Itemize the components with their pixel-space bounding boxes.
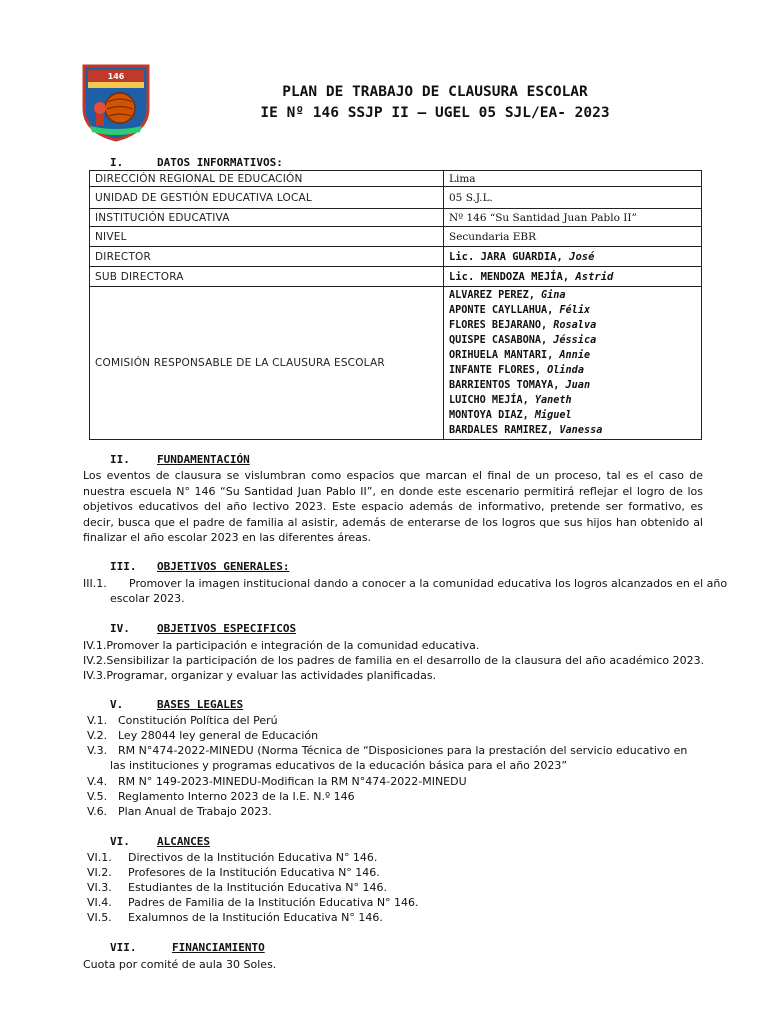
- table-value: Nº 146 “Su Santidad Juan Pablo II”: [444, 209, 702, 227]
- list-item-continued: las instituciones y programas educativos de la educación básica para el año 2023”: [110, 759, 568, 772]
- section-6-number: VI.: [110, 835, 130, 848]
- director-name: José: [562, 250, 595, 263]
- crest-number: 146: [107, 72, 125, 81]
- section-5-number: V.: [110, 698, 124, 711]
- section-2-title: FUNDAMENTACIÓN: [157, 453, 250, 466]
- section-6-heading: [110, 835, 210, 848]
- list-item: [83, 576, 728, 591]
- list-item: FLORES BEJARANO, Rosalva: [449, 319, 597, 331]
- table-value: Lima: [444, 171, 702, 187]
- list-item: ORIHUELA MANTARI, Annie: [449, 349, 591, 361]
- table-value: 05 S.J.L.: [444, 187, 702, 209]
- list-item: IV.3.Programar, organizar y evaluar las actividades planificadas.: [83, 669, 437, 682]
- list-item: VI.5. Exalumnos de la Institución Educativa N° 146.: [87, 911, 383, 924]
- section-2-heading: [110, 453, 250, 466]
- item-number: III.1.: [83, 577, 107, 590]
- list-item: LUICHO MEJÍA, Yaneth: [449, 395, 572, 407]
- table-key: DIRECCIÓN REGIONAL DE EDUCACIÓN: [90, 171, 444, 187]
- table-row: [90, 187, 702, 209]
- table-row: [90, 247, 702, 267]
- section-5-title: BASES LEGALES: [157, 698, 244, 711]
- table-row: [90, 227, 702, 247]
- list-item: V.6. Plan Anual de Trabajo 2023.: [87, 805, 272, 818]
- list-item: IV.1.Promover la participación e integración de la comunidad educativa.: [83, 639, 480, 652]
- section-4-title: OBJETIVOS ESPECIFICOS: [157, 622, 297, 635]
- list-item: IV.2.Sensibilizar la participación de los padres de familia en el desarrollo de la clausura del año académico 2023.: [83, 654, 705, 667]
- document-title: PLAN DE TRABAJO DE CLAUSURA ESCOLAR: [282, 84, 588, 100]
- list-item: VI.2. Profesores de la Institución Educativa N° 146.: [87, 866, 380, 879]
- list-item: INFANTE FLORES, Olinda: [449, 365, 584, 376]
- section-4-number: IV.: [110, 622, 130, 635]
- list-item: VI.4. Padres de Familia de la Institución Educativa N° 146.: [87, 896, 419, 909]
- list-item: V.5. Reglamento Interno 2023 de la I.E. N.º 146: [87, 790, 355, 803]
- item-text-continued: escolar 2023.: [110, 592, 185, 605]
- list-item: BARRIENTOS TOMAYA, Juan: [449, 380, 591, 392]
- list-item: APONTE CAYLLAHUA, Félix: [449, 304, 591, 316]
- table-row: [90, 209, 702, 227]
- list-item: VI.1. Directivos de la Institución Educativa N° 146.: [87, 851, 378, 864]
- section-3-number: III.: [110, 560, 137, 573]
- table-row: [90, 267, 702, 287]
- info-table: [89, 170, 702, 440]
- table-key: DIRECTOR: [90, 247, 444, 267]
- subdirector-surname: Lic. MENDOZA MEJÍA,: [449, 270, 570, 283]
- commission-list: [444, 287, 702, 440]
- section-4-heading: [110, 622, 297, 635]
- section-7-title: FINANCIAMIENTO: [172, 941, 265, 954]
- section-3-title: OBJETIVOS GENERALES:: [157, 560, 290, 573]
- section-5-heading: [110, 698, 244, 711]
- section-1-heading: [110, 156, 283, 169]
- section-3-heading: [110, 560, 290, 573]
- section-2-number: II.: [110, 453, 130, 466]
- table-key: COMISIÓN RESPONSABLE DE LA CLAUSURA ESCOLAR: [90, 287, 444, 440]
- document-subtitle: IE Nº 146 SSJP II – UGEL 05 SJL/EA- 2023: [260, 105, 610, 121]
- section-7-number: VII.: [110, 941, 137, 954]
- list-item: QUISPE CASABONA, Jéssica: [449, 334, 597, 346]
- list-item: V.2. Ley 28044 ley general de Educación: [87, 729, 319, 742]
- table-key: NIVEL: [90, 227, 444, 247]
- financing-text: Cuota por comité de aula 30 Soles.: [83, 958, 277, 971]
- section-1-number: I.: [110, 156, 124, 169]
- table-key: INSTITUCIÓN EDUCATIVA: [90, 209, 444, 227]
- table-value: [444, 267, 702, 287]
- section-1-title: DATOS INFORMATIVOS:: [157, 156, 283, 169]
- list-item: BARDALES RAMIREZ, Vanessa: [449, 425, 603, 437]
- table-row: [90, 171, 702, 187]
- list-item: ALVAREZ PEREZ, Gina: [449, 289, 566, 301]
- section-7-heading: [110, 941, 265, 954]
- item-text: Promover la imagen institucional dando a conocer a la comunidad educativa los logros alcanzados en el año: [129, 577, 728, 590]
- fundamentacion-paragraph: Los eventos de clausura se vislumbran como espacios que marcan el final de un proceso, tal es el caso de nuestra escuela N° 146 “Su Santidad Juan Pablo II”, en donde este escenario permitirá reflejar el logro de los objetivos educativos del año lectivo 2023. Este espacio además de informativo, pretende ser formativo, es decir, busca que el padre de familia al asistir, además de enterarse de los logros que sus hijos han obtenido al finalizar el año escolar 2023 en las diferentes áreas.: [83, 469, 703, 545]
- table-row: [90, 287, 702, 440]
- table-value: [444, 247, 702, 267]
- school-crest-logo: [80, 62, 152, 142]
- section-6-title: ALCANCES: [157, 835, 210, 848]
- list-item: V.4. RM N° 149-2023-MINEDU-Modifican la RM N°474-2022-MINEDU: [87, 775, 467, 788]
- subdirector-name: Astrid: [569, 270, 614, 283]
- list-item: MONTOYA DIAZ, Miguel: [449, 410, 572, 422]
- director-surname: Lic. JARA GUARDIA,: [449, 250, 563, 263]
- list-item: VI.3. Estudiantes de la Institución Educativa N° 146.: [87, 881, 387, 894]
- table-key: UNIDAD DE GESTIÓN EDUCATIVA LOCAL: [90, 187, 444, 209]
- list-item: V.3. RM N°474-2022-MINEDU (Norma Técnica de “Disposiciones para la prestación del servicio educativo en: [87, 744, 688, 757]
- list-item: V.1. Constitución Política del Perú: [87, 714, 278, 727]
- table-value: Secundaria EBR: [444, 227, 702, 247]
- table-key: SUB DIRECTORA: [90, 267, 444, 287]
